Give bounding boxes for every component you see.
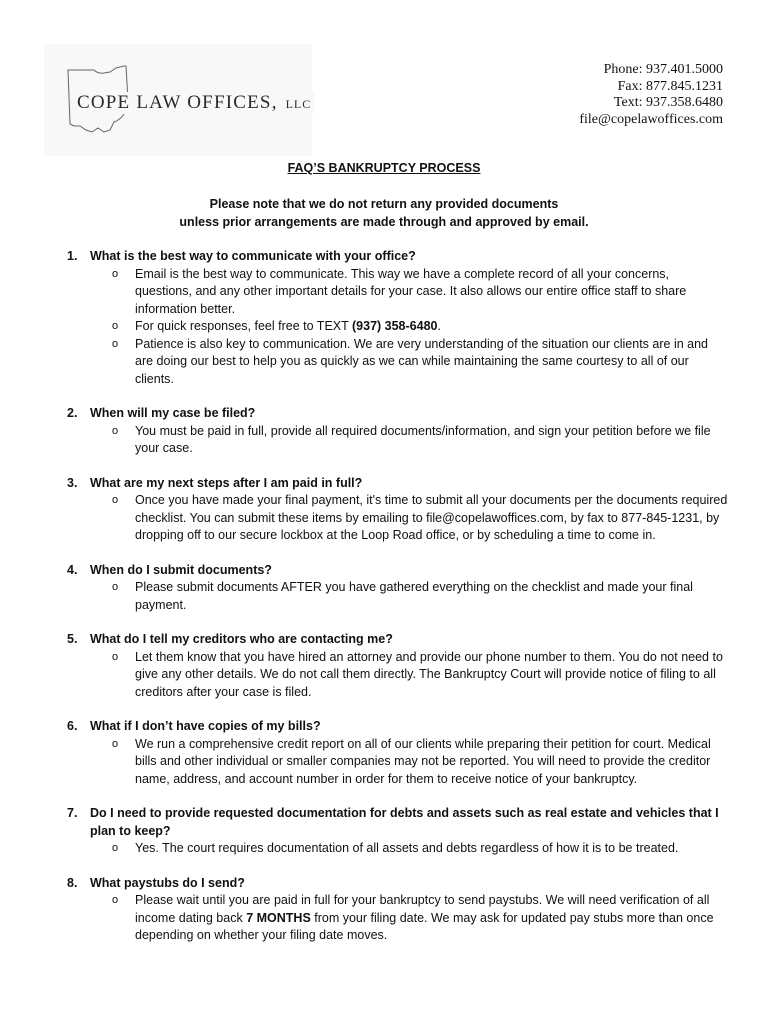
notice-line-1: Please note that we do not return any provided documents — [209, 197, 559, 211]
answer-text: Yes. The court requires documentation of all assets and debts regardless of how it is to be treated. — [135, 841, 679, 855]
answer-text: Please wait until you are paid in full for your bankruptcy to send paystubs. We will need verification of all income dating back — [135, 893, 710, 925]
notice-line-2: unless prior arrangements are made through and approved by email. — [179, 215, 589, 229]
bullet-icon: o — [112, 337, 119, 350]
faq-list — [0, 248, 768, 945]
logo-suffix: LLC — [285, 97, 312, 111]
answer-text: Email is the best way to communicate. This way we have a complete record of all your concerns, questions, and any other important details for your case. It also allows our entire office staff to share information better. — [135, 266, 687, 316]
question-number: 3. — [67, 475, 78, 490]
faq-question — [0, 562, 768, 580]
answer-text: Let them know that you have hired an attorney and provide our phone number to them. You do not need to give any other details. We do not call them directly. The Bankruptcy Court will provide notice of filing to all creditors after your case is filed. — [135, 649, 723, 699]
bullet-icon: o — [112, 650, 119, 663]
question-number: 5. — [67, 632, 78, 646]
answer-text: Patience is also key to communication. We are very understanding of the situation our clients are in and are doing our best to help you as quickly as we can while maintaining the same courtesy to all of our clients. — [135, 336, 708, 386]
faq-question — [0, 475, 768, 493]
bullet-icon: o — [112, 842, 119, 854]
bullet-icon: o — [112, 424, 119, 437]
faq-answer — [0, 892, 768, 945]
faq-question — [0, 248, 768, 266]
faq-answer — [0, 736, 768, 789]
question-text: Do I need to provide requested documentation for debts and assets such as real estate and vehicles that I plan to keep? — [90, 806, 719, 838]
question-number: 2. — [67, 406, 78, 420]
faq-question — [0, 405, 768, 423]
faq-answer — [0, 266, 768, 319]
bullet-icon: o — [112, 320, 119, 332]
question-number: 4. — [67, 562, 78, 577]
faq-item — [0, 805, 768, 858]
question-number: 1. — [67, 249, 78, 263]
answer-text: from your filing date. We may ask for updated pay stubs more than once depending on whether your filing date moves. — [135, 910, 714, 942]
answer-text: . — [437, 319, 441, 333]
faq-question — [0, 631, 768, 649]
faq-item — [0, 718, 768, 788]
question-number: 7. — [67, 806, 78, 820]
logo-name: COPE LAW OFFICES, — [77, 92, 278, 113]
faq-question — [0, 718, 768, 736]
faq-answer — [0, 423, 768, 458]
faq-answer — [0, 840, 768, 858]
answer-text: Once you have made your final payment, it's time to submit all your documents per the documents required checklist. You can submit these items by emailing to file@copelawoffices.com, by fax to 877-845-1231, by dropping off to our secure lockbox at the Loop Road office, or by scheduling a time to come in. — [135, 493, 728, 542]
faq-item — [0, 631, 768, 701]
faq-question — [0, 875, 768, 893]
question-text: When will my case be filed? — [90, 406, 256, 420]
faq-item — [0, 875, 768, 945]
fax: Fax: 877.845.1231 — [617, 78, 723, 94]
answer-emphasis: 7 MONTHS — [246, 910, 311, 925]
bullet-icon: o — [112, 581, 119, 593]
document-title: FAQ’S BANKRUPTCY PROCESS — [287, 161, 481, 175]
question-number: 6. — [67, 719, 78, 733]
faq-answer — [0, 492, 768, 545]
question-text: What if I don’t have copies of my bills? — [90, 719, 321, 733]
faq-answer — [0, 649, 768, 702]
faq-item — [0, 248, 768, 388]
answer-emphasis: (937) 358-6480 — [352, 319, 438, 333]
bullet-icon: o — [112, 494, 119, 506]
bullet-icon: o — [112, 267, 119, 280]
faq-item — [0, 475, 768, 545]
faq-answer — [0, 318, 768, 336]
question-text: What do I tell my creditors who are contacting me? — [90, 632, 393, 646]
answer-text: You must be paid in full, provide all required documents/information, and sign your petition before we file your case. — [135, 423, 711, 455]
notice — [0, 195, 768, 231]
logo-wordmark — [74, 92, 314, 114]
logo — [44, 44, 312, 156]
question-text: What are my next steps after I am paid in full? — [90, 475, 363, 490]
bullet-icon: o — [112, 894, 119, 906]
question-number: 8. — [67, 875, 78, 890]
answer-text: Please submit documents AFTER you have gathered everything on the checklist and made your final payment. — [135, 580, 693, 612]
question-text: What is the best way to communicate with your office? — [90, 249, 416, 263]
question-text: What paystubs do I send? — [90, 875, 245, 890]
faq-question — [0, 805, 768, 840]
bullet-icon: o — [112, 737, 119, 750]
faq-answer — [0, 579, 768, 614]
faq-item — [0, 562, 768, 615]
answer-text: We run a comprehensive credit report on all of our clients while preparing their petition for court. Medical bills and other individual or smaller companies may not be reported. You will need to provide the creditor name, address, and account number in order for them to receive notice of your bankruptcy. — [135, 736, 711, 786]
question-text: When do I submit documents? — [90, 562, 272, 577]
faq-item — [0, 405, 768, 458]
faq-answer — [0, 336, 768, 389]
text-number: Text: 937.358.6480 — [613, 95, 723, 110]
phone: Phone: 937.401.5000 — [603, 62, 723, 77]
contact-block — [579, 62, 723, 128]
email-link[interactable]: file@copelawoffices.com — [579, 111, 723, 127]
answer-text: For quick responses, feel free to TEXT — [135, 319, 352, 333]
